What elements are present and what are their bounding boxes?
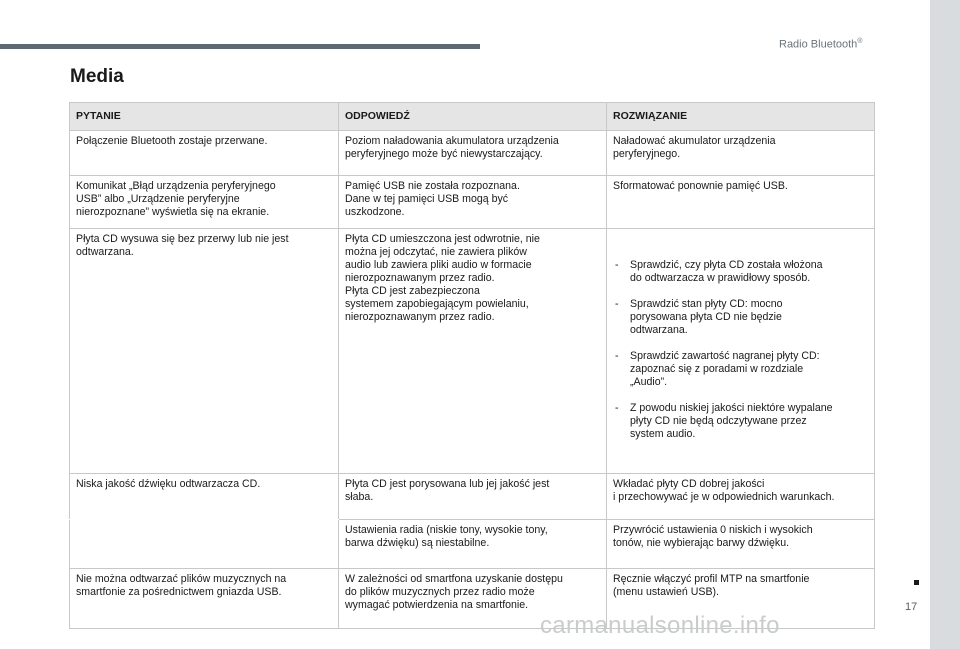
- question-cell: Nie można odtwarzać plików muzycznych na smartfonie za pośrednictwem gniazda USB.: [70, 569, 339, 629]
- table-header-row: [70, 103, 875, 131]
- table-row: [70, 474, 875, 520]
- solution-list-item: - Sprawdzić, czy płyta CD została włożona do odtwarzacza w prawidłowy sposób.: [613, 259, 868, 285]
- answer-cell: W zależności od smartfona uzyskanie dostępu do plików muzycznych przez radio może wymagać potwierdzenia na smartfonie.: [339, 569, 607, 629]
- page-edge-band: [930, 0, 960, 649]
- solution-cell: Przywrócić ustawienia 0 niskich i wysokich tonów, nie wybierając barwy dźwięku.: [607, 520, 875, 569]
- column-header-answer: ODPOWIEDŹ: [339, 103, 607, 131]
- column-header-solution: ROZWIĄZANIE: [607, 103, 875, 131]
- answer-cell: Ustawienia radia (niskie tony, wysokie tony, barwa dźwięku) są niestabilne.: [339, 520, 607, 569]
- solution-cell: Wkładać płyty CD dobrej jakości i przechowywać je w odpowiednich warunkach.: [607, 474, 875, 520]
- question-cell: Płyta CD wysuwa się bez przerwy lub nie jest odtwarzana.: [70, 229, 339, 474]
- troubleshooting-table: [69, 102, 875, 629]
- solution-cell: Naładować akumulator urządzenia peryferyjnego.: [607, 131, 875, 176]
- header-rule: [0, 44, 480, 49]
- page-number: 17: [905, 601, 918, 613]
- page-bullet: [914, 580, 919, 585]
- table-row: [70, 176, 875, 229]
- section-header-text: Radio Bluetooth: [779, 38, 858, 51]
- solution-cell: Sformatować ponownie pamięć USB.: [607, 176, 875, 229]
- solution-list-item: - Sprawdzić stan płyty CD: mocno porysowana płyta CD nie będzie odtwarzana.: [613, 298, 868, 337]
- solution-cell: [607, 229, 875, 474]
- question-cell: Połączenie Bluetooth zostaje przerwane.: [70, 131, 339, 176]
- answer-cell: Płyta CD jest porysowana lub jej jakość jest słaba.: [339, 474, 607, 520]
- page-title: Media: [70, 66, 124, 87]
- solution-cell: Ręcznie włączyć profil MTP na smartfonie (menu ustawień USB).: [607, 569, 875, 629]
- solution-list-item: - Sprawdzić zawartość nagranej płyty CD: zapoznać się z poradami w rozdziale „Audio”.: [613, 350, 868, 389]
- question-cell: [70, 520, 339, 569]
- table-row: [70, 520, 875, 569]
- answer-cell: Pamięć USB nie została rozpoznana. Dane w tej pamięci USB mogą być uszkodzone.: [339, 176, 607, 229]
- watermark-text: carmanualsonline.info: [540, 612, 780, 639]
- registered-mark: ®: [857, 38, 863, 45]
- question-cell: Niska jakość dźwięku odtwarzacza CD.: [70, 474, 339, 520]
- column-header-question: PYTANIE: [70, 103, 339, 131]
- question-cell: Komunikat „Błąd urządzenia peryferyjnego USB” albo „Urządzenie peryferyjne nierozpoznane” wyświetla się na ekranie.: [70, 176, 339, 229]
- answer-cell: Płyta CD umieszczona jest odwrotnie, nie można jej odczytać, nie zawiera plików audio lub zawiera pliki audio w formacie nierozpoznawanym przez radio. Płyta CD jest zabezpieczona systemem zapobiegającym powielaniu, nierozpoznawanym przez radio.: [339, 229, 607, 474]
- table-row: [70, 131, 875, 176]
- answer-cell: Poziom naładowania akumulatora urządzenia peryferyjnego może być niewystarczający.: [339, 131, 607, 176]
- section-header: [779, 38, 862, 51]
- solution-list-item: - Z powodu niskiej jakości niektóre wypalane płyty CD nie będą odczytywane przez system audio.: [613, 402, 868, 441]
- solution-list: [613, 246, 868, 454]
- table-row: [70, 229, 875, 474]
